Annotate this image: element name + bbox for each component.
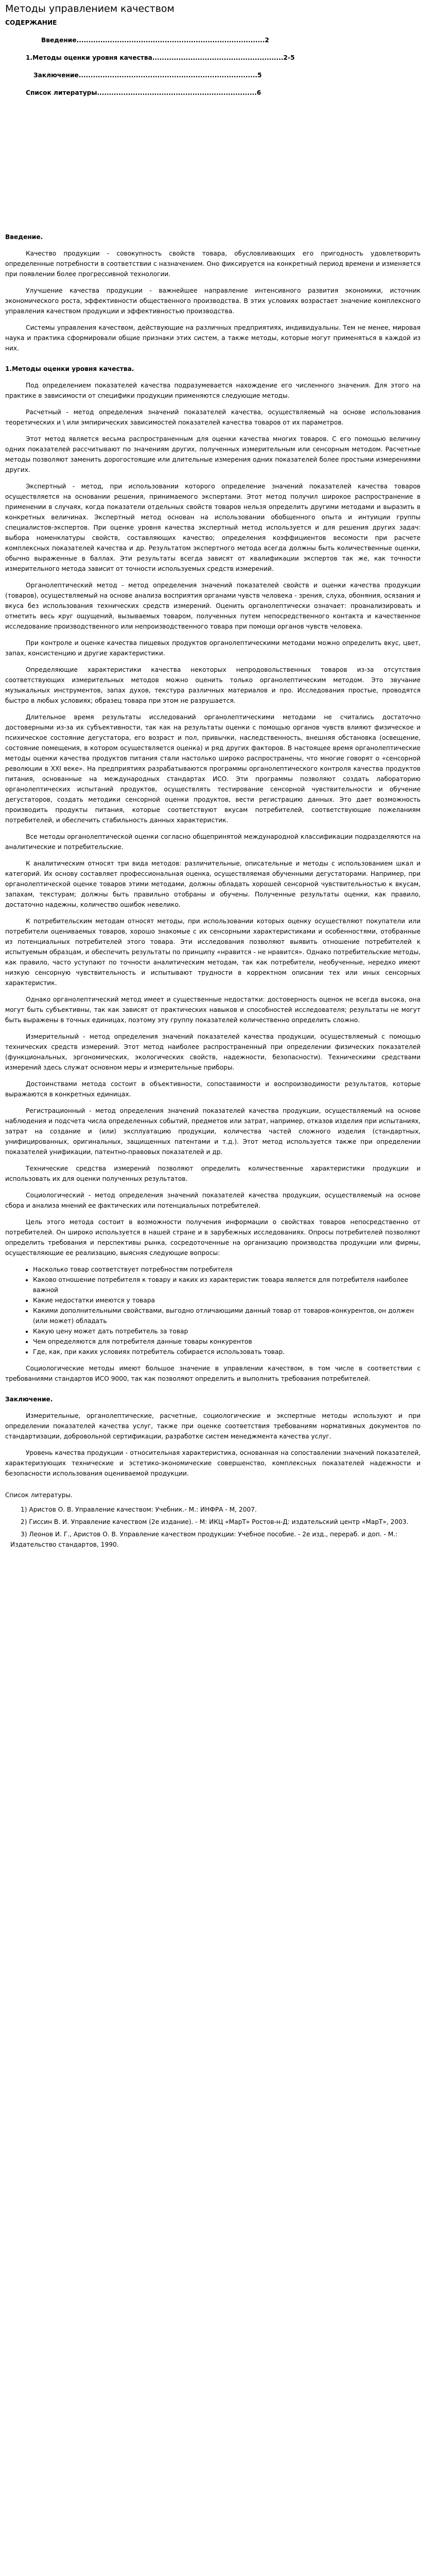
conclusion-section — [5, 1394, 421, 1479]
document-title: Методы управлением качеством — [5, 3, 175, 14]
reference-item: 1) Аристов О. В. Управление качеством: Учебник.- М.: ИНФРА - М, 2007. — [21, 1506, 257, 1513]
table-of-contents — [5, 18, 421, 98]
paragraph: Социологический - метод определения значений показателей качества продукции, осуществляемый на основе сбора и анализа мнений ее фактических или потенциальных потребителей. — [5, 1192, 421, 1209]
paragraph: Цель этого метода состоит в возможности получения информации о свойствах товаров непосредственно от потребителей. Он широко используется в нашей стране и в зарубежных исследованиях. Опросы потребителей позволяют определить требования и перспективы рынка, сосредоточенные на организацию производства продукции или фирмы, осуществляющие ее реализацию, выясняя следующие вопросы: — [5, 1218, 421, 1257]
paragraph: Определяющие характеристики качества некоторых непродовольственных товаров из-за отсутствия соответствующих измерительных методов можно оценить только органолептическим методом. Это звучание музыкальных инструментов, запах духов, текстура различных материалов и про. Исследования простые, проводятся быстро в любых условиях; образец товара при этом не разрушается. — [5, 666, 421, 704]
toc-heading: СОДЕРЖАНИЕ — [5, 19, 57, 26]
introduction-heading: Введение. — [5, 233, 43, 241]
list-item: • Какими дополнительными свойствами, выгодно отличающими данный товар от товаров-конкурентов, он должен (или может) обладать — [33, 1306, 421, 1326]
methods-section — [5, 364, 421, 1384]
paragraph: Этот метод является весьма распространенным для оценки качества многих товаров. С его помощью величину одних показателей рассчитывают по значениям других, полученных измерительным или сенсорным методом. Расчетные методы позволяют заменить дорогостоящие или длительные измерения одних показателей более простыми измерениями других. — [5, 435, 421, 473]
list-item: • Какую цену может дать потребитель за товар — [33, 1326, 421, 1336]
methods-heading: 1.Методы оценки уровня качества. — [5, 365, 134, 372]
paragraph: Качество продукции - совокупность свойств товара, обусловливающих его пригодность удовлетворить определенные потребности в соответствии с назначением. Оно фиксируется на конкретный период времени и изменяется при появлении более прогрессивной технологии. — [5, 250, 421, 278]
references-heading: Список литературы. — [5, 1492, 73, 1499]
reference-item: 2) Гиссин В. И. Управление качеством (2е издание). - М: ИКЦ «МарТ» Ростов-н-Д: издательский центр «МарТ», 2003. — [21, 1518, 409, 1526]
paragraph: Технические средства измерений позволяют определить количественные характеристики продукции и использовать их для оценки полученных результатов. — [5, 1165, 421, 1182]
list-item: • Насколько товар соответствует потребностям потребителя — [33, 1264, 421, 1275]
paragraph: Измерительные, органолептические, расчетные, социологические и экспертные методы используют и при определении показателей качества услуг, также при оценке соответствия требованиям нормативных документов по стандартизации, добровольной сертификации, разработке систем менеджмента качества услуг. — [5, 1412, 421, 1440]
blank-space — [5, 105, 421, 222]
toc-item-references: Список литературы...................................................................6 — [26, 89, 261, 96]
paragraph: Все методы органолептической оценки согласно общепринятой международной классификации подразделяются на аналитические и потребительские. — [5, 833, 421, 851]
paragraph: Измерительный - метод определения значений показателей качества продукции, осуществляемый с помощью технических средств измерений. Этот метод наиболее распространенный при определении физических показателей (функциональных, эргономических, экологических свойств, надежности, безопасности). Техническими средствами измерений здесь служат основном меры и измерительные приборы. — [5, 1033, 421, 1071]
conclusion-heading: Заключение. — [5, 1396, 53, 1403]
consumer-questions-list — [5, 1264, 421, 1357]
introduction-section — [5, 232, 421, 353]
document — [0, 2, 426, 1550]
toc-item-methods: 1.Методы оценки уровня качества.......................................................2-5 — [26, 54, 295, 61]
paragraph: Органолептический метод - метод определения значений показателей свойств и оценки качества продукции (товаров), осуществляемый на основе анализа восприятия органами чувств человека - зрения, слуха, обоняния, осязания и вкуса без использования технических средств измерений. Оценить органолептически означает: проанализировать и отметить весь круг ощущений, вызываемых товаром, полученных путем непосредственного контакта и качественное исследование производственного или непроизводственного товара при помощи органов чувств человека. — [5, 582, 421, 630]
paragraph: Системы управления качеством, действующие на различных предприятиях, индивидуальны. Тем не менее, мировая наука и практика сформировали общие признаки этих систем, а также методы, которые могут применяться в каждой из них. — [5, 324, 421, 352]
reference-item: 3) Леонов И. Г., Аристов О. В. Управление качеством продукции: Учебное пособие. - 2е изд., перераб. и доп. - М.: Издательство стандартов, 1990. — [10, 1531, 398, 1548]
paragraph: Уровень качества продукции - относительная характеристика, основанная на сопоставлении значений показателей, характеризующих технические и эстетико-экономические совершенство, комплексных показателей надежности и безопасности использования оцениваемой продукции. — [5, 1449, 421, 1477]
paragraph: Регистрационный - метод определения значений показателей качества продукции, осуществляемый на основе наблюдения и подсчета числа определенных событий, предметов или затрат, например, отказов изделия при испытаниях, затрат на создание и (или) эксплуатацию продукции, количества частей сложного изделия (стандартных, унифицированных, оригинальных, защищенных патентами и т.д.). Этот метод используется также при определении показателей унификации, патентно-правовых показателей и др. — [5, 1107, 421, 1156]
paragraph: Однако органолептический метод имеет и существенные недостатки: достоверность оценок не всегда высока, она могут быть субъективны, так как зависят от практических навыков и способностей исследователя; результаты не могут быть выражены в точных единицах, поэтому эту группу показателей количественно определить сложно. — [5, 996, 421, 1024]
paragraph: Достоинствами метода состоит в объективности, сопоставимости и воспроизводимости результатов, которые выражаются в конкретных единицах. — [5, 1080, 421, 1098]
references-list — [5, 1504, 421, 1550]
references-section — [5, 1490, 421, 1550]
paragraph: При контроле и оценке качества пищевых продуктов органолептическими методами можно определить вкус, цвет, запах, консистенцию и другие характеристики. — [5, 639, 421, 657]
paragraph: К потребительским методам относят методы, при использовании которых оценку осуществляют покупатели или потребители оцениваемых товаров, хорошо знакомые с их сенсорными характеристиками и особенностями, отобранные из потенциальных потребителей этого товара. Эти исследования позволяют выявить отношение потребителей к испытуемым образцам, и обеспечить результаты по принципу «нравится - не нравится». Однако потребительские методы, как правило, часто уступают по точности аналитическим методам, так как потребители, необученные, нередко имеют низкую сенсорную чувствительность и испытывают трудности в корректном описании тех или иных сенсорных характеристик. — [5, 918, 421, 987]
toc-item-conclusion: Заключение...........................................................................5 — [33, 72, 262, 79]
paragraph: Улучшение качества продукции - важнейшее направление интенсивного развития экономики, источник экономического роста, эффективности общественного производства. В этих условиях возрастает значение комплексного управления качеством продукции и эффективностью производства. — [5, 287, 421, 315]
paragraph: Под определением показателей качества подразумевается нахождение его численного значения. Для этого на практике в зависимости от специфики продукции применяются следующие методы. — [5, 382, 421, 399]
list-item: • Какие недостатки имеются у товара — [33, 1295, 421, 1306]
paragraph: К аналитическим относят три вида методов: различительные, описательные и методы с использованием шкал и категорий. Их основу составляет профессиональная оценка, осуществляемая обученными дегустаторами. Например, при органолептической оценке товаров этими методами, должны обладать хорошей сенсорной чувствительностью к вкусам, запахам, текстурам; должны быть правильно отобраны и обучены. Полученные результаты оценки, как правило, достаточно надежны, количество ошибок невелико. — [5, 860, 421, 908]
toc-item-introduction: Введение...............................................................................2 — [41, 37, 269, 44]
paragraph: Расчетный - метод определения значений показателей качества, осуществляемый на основе использования теоретических и \ или эмпирических зависимостей показателей качества товаров от их параметров. — [5, 409, 421, 426]
list-item: • Каково отношение потребителя к товару и каких из характеристик товара является для потребителя наиболее важной — [33, 1275, 421, 1295]
paragraph: Социологические методы имеют большое значение в управлении качеством, в том числе в соответствии с требованиями стандартов ИСО 9000, так как позволяют определить и выполнить требования потребителей. — [5, 1365, 421, 1382]
list-item: • Чем определяются для потребителя данные товары конкурентов — [33, 1336, 421, 1347]
paragraph: Длительное время результаты исследований органолептическими методами не считались достаточно достоверными из-за их субъективности, так как на результаты оценки с помощью органов чувств влияют физическое и психическое состояние дегустатора, его возраст и пол, привычки, наследственность, внешняя обстановка (освещение, состояние помещения, в котором осуществляется оценка) и ряд других факторов. В настоящее время органолептические методы оценки качества продуктов питания стали настолько широко распространены, что многие говорят о «сенсорной революции в XXI веке». На предприятиях разрабатываются программы органолептического контроля качества продуктов питания, основанные на международных стандартах ИСО. Эти программы позволяют создать лабораторию органолептических испытаний продуктов, осуществлять тестирование сенсорной чувствительности и обучение дегустаторов, создать методики сенсорной оценки продуктов, вести регистрацию данных. Это дает возможность производить продукты питания, которые соответствуют вкусам потребителей, соответствующие пожеланиям потребителей, и обеспечить стабильность данных характеристик. — [5, 714, 421, 824]
list-item: • Где, как, при каких условиях потребитель собирается использовать товар. — [33, 1347, 421, 1357]
paragraph: Экспертный - метод, при использовании которого определение значений показателей качества товаров осуществляется на основании решения, принимаемого экспертами. Этот метод получил широкое распространение в применении в случаях, когда показатели отдельных свойств товаров нельзя определить другими методами и выразить в конкретных величинах. Экспертный метод основан на использовании обобщенного опыта и интуиции группы специалистов-экспертов. При оценке уровня качества экспертный метод используется и для решения других задач: выбора номенклатуры свойств, составляющих качество; определения коэффициентов весомости при расчете комплексных показателей качества и др. Результатом экспертного метода всегда должны быть количественные оценки, обычно выраженные в баллах. Эти результаты всегда зависят от квалификации экспертов так же, как точности измерительного метода зависит от точности используемых средств измерений. — [5, 483, 421, 572]
